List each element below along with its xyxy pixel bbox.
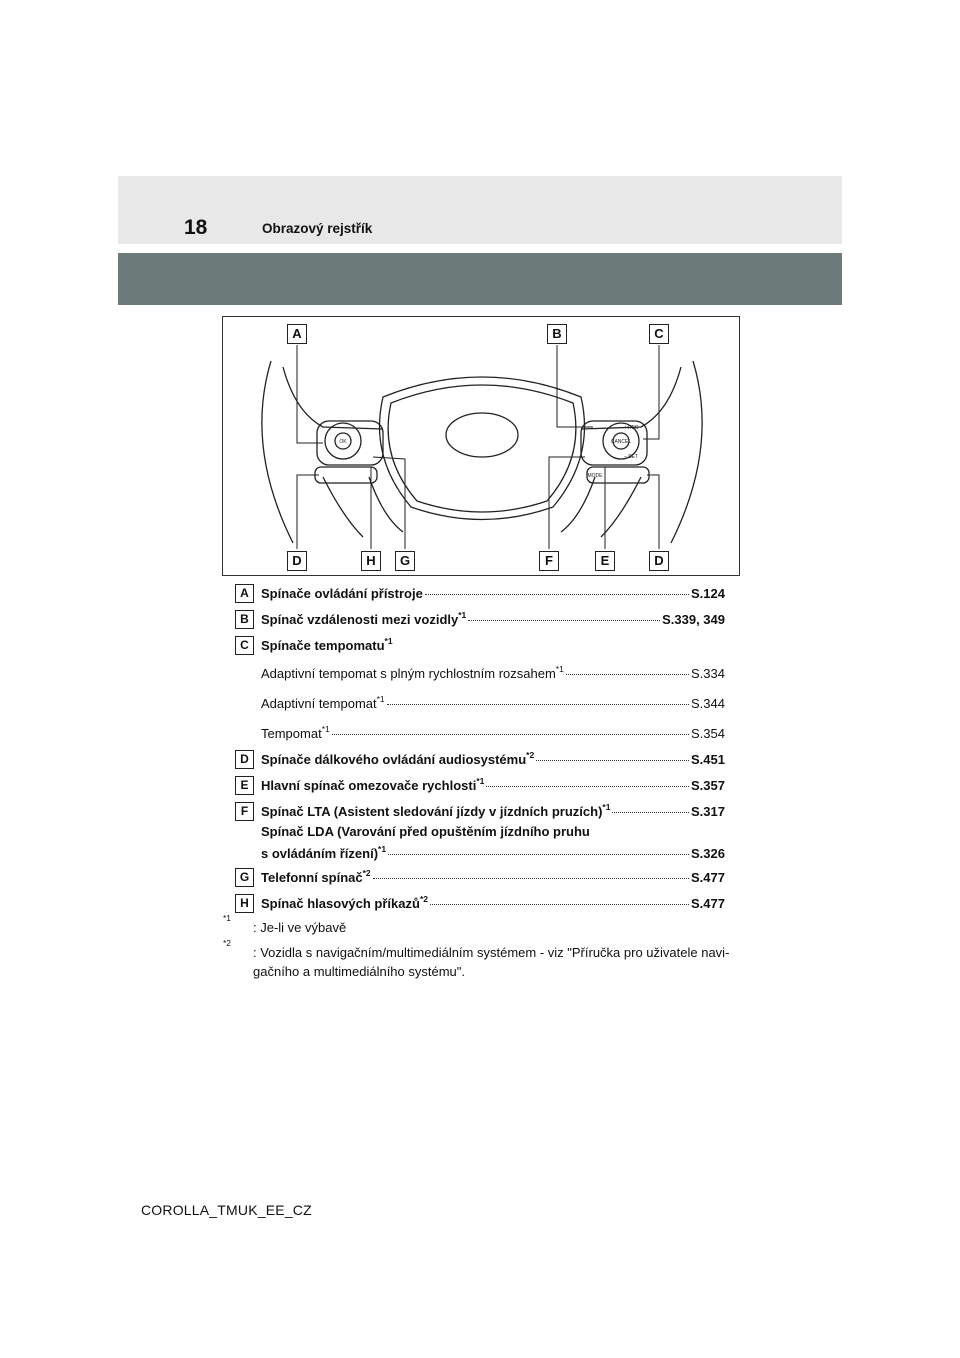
entry-letter: G [235,868,254,887]
entry-footnote-ref: *2 [526,750,535,760]
callout-c: C [649,324,669,344]
lda-entry-line2 [261,846,725,861]
callout-h: H [361,551,381,571]
entry-label: Spínač hlasových příkazů [261,896,420,911]
page-number: 18 [184,216,208,239]
entry-page-ref[interactable]: S.339, 349 [662,612,725,627]
sub-entry-page-ref[interactable]: S.354 [691,726,725,741]
cancel-button-label: CANCEL [610,439,632,445]
lda-entry-line1: Spínač LDA (Varování před opuštěním jízdního pruhu [261,824,590,839]
cruise-sub-entry-1 [261,666,725,681]
document-id: COROLLA_TMUK_EE_CZ [141,1202,312,1218]
sub-entry-label: Adaptivní tempomat s plným rychlostním rozsahem [261,666,556,681]
entry-footnote-ref: *1 [602,802,611,812]
title-bar [118,253,842,305]
set-button-label: – SET [624,454,638,460]
entry-letter: B [235,610,254,629]
sub-entry-footnote-ref: *1 [555,664,564,674]
entry-label: Spínač LTA (Asistent sledování jízdy v jízdních pruzích) [261,804,603,819]
entry-page-ref[interactable]: S.317 [691,804,725,819]
res-button-label: + RES [623,425,639,431]
entry-label: Spínače tempomatu [261,638,385,653]
callout-g: G [395,551,415,571]
footnote-1: *1 : Je-li ve výbavě [223,913,347,935]
entry-letter: A [235,584,254,603]
entry-page-ref[interactable]: S.451 [691,752,725,767]
entry-label: Telefonní spínač [261,870,363,885]
callout-f: F [539,551,559,571]
section-title: Obrazový rejstřík [262,221,373,236]
entry-letter: E [235,776,254,795]
callout-e: E [595,551,615,571]
entry-label: Spínače dálkového ovládání audiosystému [261,752,527,767]
cruise-sub-entry-2 [261,696,725,711]
lda-entry-page-ref[interactable]: S.326 [691,846,725,861]
steering-wheel-illustration [223,317,741,577]
entry-label: Spínače ovládání přístroje [261,586,423,601]
entry-letter: H [235,894,254,913]
callout-a: A [287,324,307,344]
entry-footnote-ref: *2 [362,868,371,878]
sub-entry-page-ref[interactable]: S.344 [691,696,725,711]
entry-footnote-ref: *1 [384,636,393,646]
mode-button-label: MODE [587,473,603,479]
entry-letter: F [235,802,254,821]
entry-label: Spínač vzdálenosti mezi vozidly [261,612,459,627]
entry-page-ref[interactable]: S.477 [691,870,725,885]
footnote-text: : Vozidla s navigačním/multimediálním systémem - viz "Příručka pro uživatele navi-gačního a multimediálního systému". [253,945,730,979]
steering-wheel-figure [222,316,740,576]
sub-entry-label: Tempomat [261,726,322,741]
header-band [118,176,842,244]
entry-letter: D [235,750,254,769]
callout-d-left: D [287,551,307,571]
sub-entry-footnote-ref: *1 [321,724,330,734]
callout-d-right: D [649,551,669,571]
footnote-2: *2 : Vozidla s navigačním/multimediálním systémem - viz "Příručka pro uživatele navi-gačního a multimediálního systému". [223,938,730,979]
callout-b: B [547,324,567,344]
lda-entry-label: s ovládáním řízení) [261,846,379,861]
entry-page-ref[interactable]: S.357 [691,778,725,793]
lda-entry-footnote-ref: *1 [378,844,387,854]
entry-footnote-ref: *1 [476,776,485,786]
cruise-sub-entry-3 [261,726,725,741]
entry-label: Hlavní spínač omezovače rychlosti [261,778,477,793]
ok-button-label: OK [339,439,347,445]
footnotes [223,913,763,981]
sub-entry-page-ref[interactable]: S.334 [691,666,725,681]
entry-footnote-ref: *1 [458,610,467,620]
entry-page-ref[interactable]: S.477 [691,896,725,911]
sub-entry-label: Adaptivní tempomat [261,696,377,711]
entry-letter: C [235,636,254,655]
sub-entry-footnote-ref: *1 [376,694,385,704]
entry-footnote-ref: *2 [419,894,428,904]
footnote-text: : Je-li ve výbavě [253,920,347,935]
entry-page-ref[interactable]: S.124 [691,586,725,601]
